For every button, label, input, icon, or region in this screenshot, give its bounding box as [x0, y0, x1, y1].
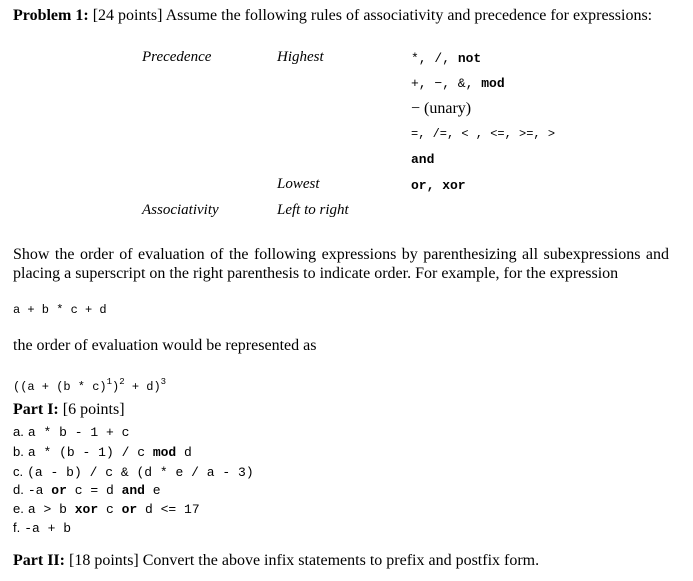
- instructions: Show the order of evaluation of the following expressions by parenthesizing all subexpressions and placing a superscript on the right parenthesis to indicate order. For example, for the expression: [13, 246, 669, 282]
- part2-statement: Part II: [18 points] Convert the above infix statements to prefix and postfix form.: [13, 552, 540, 569]
- example-answer: $((a + (b * c)^1)^2 + d)^3$: [13, 377, 167, 394]
- example-caption: the order of evaluation would be represented as: [13, 337, 317, 354]
- precedence-level-6: or, xor: [411, 178, 466, 193]
- part1-item-f: f. -a + b: [13, 520, 72, 536]
- associativity-label: Associativity: [142, 202, 219, 218]
- problem-statement: [13, 6, 669, 25]
- precedence-level-5: and: [411, 152, 435, 167]
- part1-heading: Part I: [6 points]: [13, 401, 125, 418]
- precedence-label: Precedence: [142, 49, 212, 65]
- part1-item-d: d. -a or c = d and e: [13, 482, 161, 498]
- lowest-label: Lowest: [277, 176, 320, 192]
- part1-item-b: b. a * (b - 1) / c mod d: [13, 444, 192, 460]
- precedence-level-2: +, −, &, mod: [411, 76, 505, 91]
- part1-item-c: c. (a - b) / c & (d * e / a - 3): [13, 464, 254, 480]
- problem-intro: [24 points] Assume the following rules of associativity and precedence for expressions:: [92, 7, 653, 24]
- part1-item-e: e. a > b xor c or d <= 17: [13, 501, 200, 517]
- highest-label: Highest: [277, 49, 324, 65]
- precedence-level-1: *, /, not: [411, 51, 482, 66]
- associativity-value: Left to right: [277, 202, 349, 218]
- example-expression: a + b * c + d: [13, 303, 107, 317]
- precedence-level-4: =, /=, < , <=, >=, >: [411, 127, 556, 141]
- precedence-level-3: − (unary): [411, 100, 472, 117]
- part1-item-a: a. a * b - 1 + c: [13, 424, 130, 440]
- problem-heading: Problem 1:: [13, 7, 89, 24]
